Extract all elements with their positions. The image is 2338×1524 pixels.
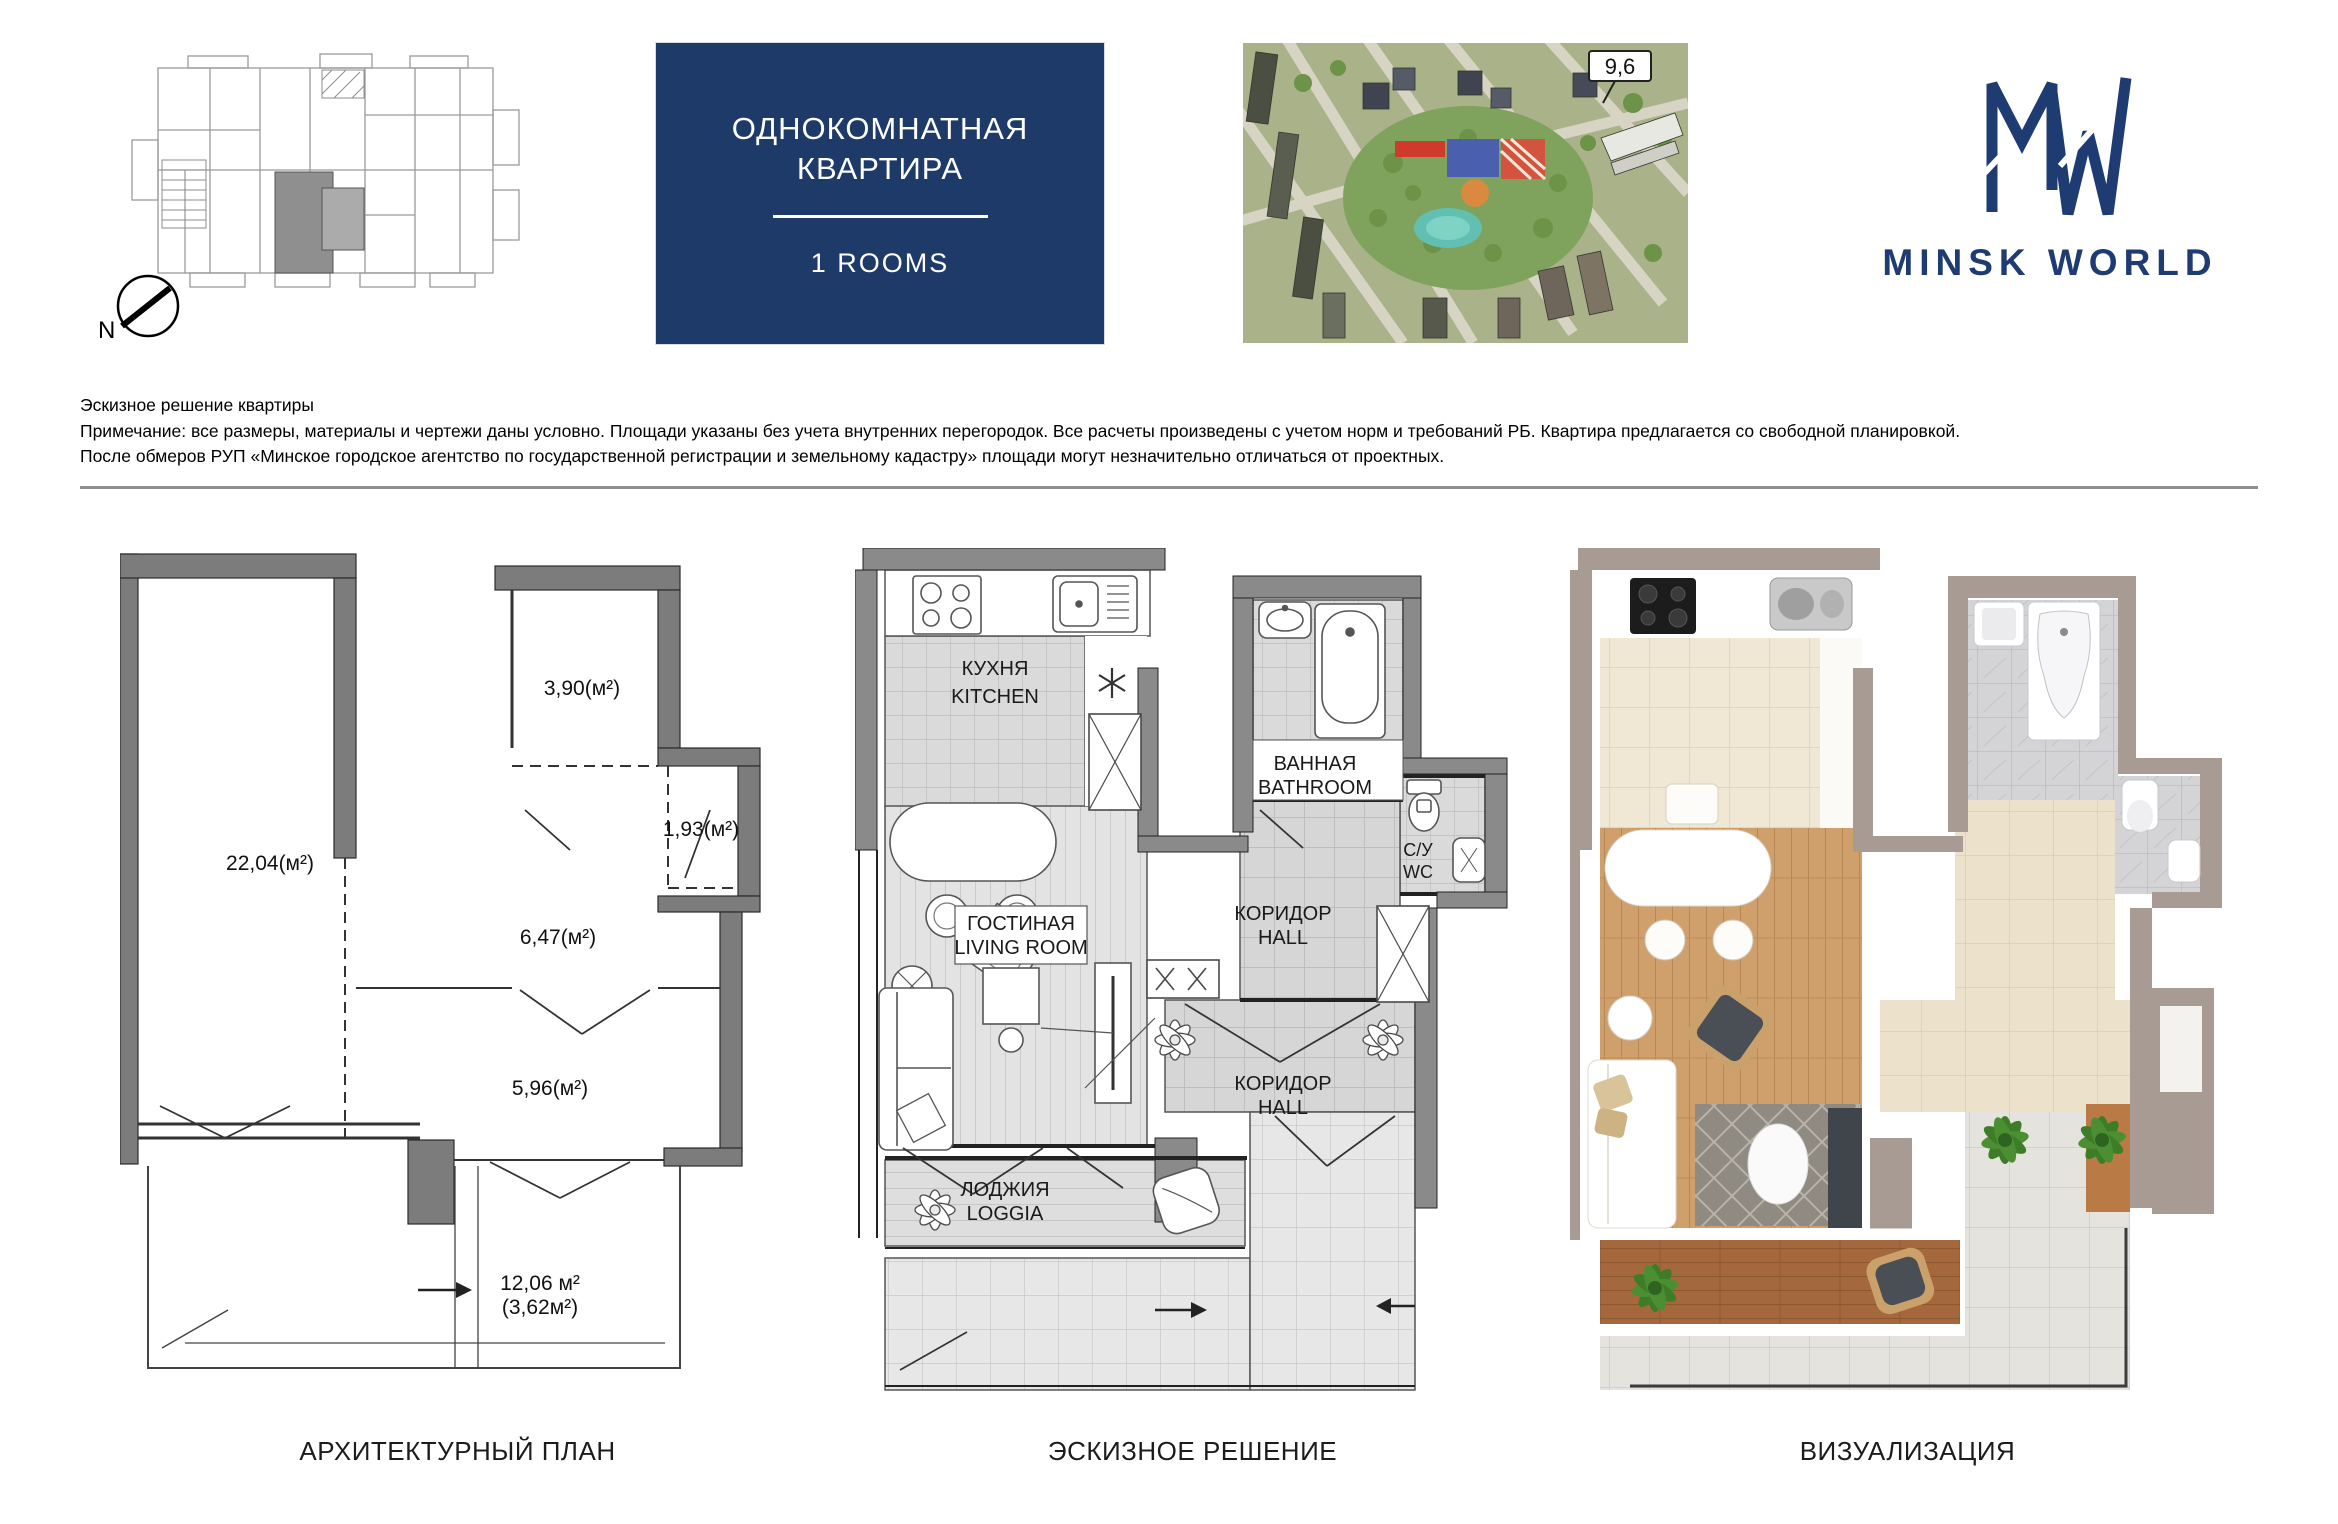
label-hall-lower-ru: КОРИДОР xyxy=(1234,1073,1332,1095)
visualization-plan xyxy=(1570,548,2245,1393)
caption-visualization: ВИЗУАЛИЗАЦИЯ xyxy=(1799,1436,2016,1466)
area-niche-top: 3,90(м²) xyxy=(543,677,621,700)
highlighted-unit xyxy=(275,172,364,273)
label-hall-upper-en: HALL xyxy=(1257,927,1309,949)
area-small-room: 1,93(м²) xyxy=(662,818,740,841)
unit-title-en: 1 ROOMS xyxy=(810,247,950,278)
caption-architectural: АРХИТЕКТУРНЫЙ ПЛАН xyxy=(299,1436,616,1466)
site-plan-thumbnail xyxy=(70,20,565,355)
label-bathroom-ru: ВАННАЯ xyxy=(1273,753,1357,775)
arch-area-labels xyxy=(226,677,739,1319)
architectural-plan xyxy=(120,548,795,1393)
sofa-icon xyxy=(879,988,953,1150)
wc-sink-icon xyxy=(1453,838,1485,882)
brand-logo xyxy=(1845,62,2255,332)
compass-icon xyxy=(98,276,178,344)
brand-logo-text: MINSK WORLD xyxy=(1882,242,2218,283)
wardrobe-icon xyxy=(1089,714,1141,810)
label-hall-upper-ru: КОРИДОР xyxy=(1234,903,1332,925)
mw-monogram-icon xyxy=(1940,62,2160,232)
elevator-hatch-icon xyxy=(322,70,364,98)
badge-label: 9,6 xyxy=(1604,54,1636,79)
disclaimer-line-1: Эскизное решение квартиры xyxy=(80,395,314,415)
area-hall: 6,47(м²) xyxy=(519,926,597,949)
disclaimer-block xyxy=(80,393,2310,470)
disclaimer-line-3: После обмеров РУП «Минское городское агентство по государственной регистрации и земельному кадастру» площади могут незначительно отличаться от проектных. xyxy=(80,446,1445,466)
unit-title-ru-2: КВАРТИРА xyxy=(796,150,964,186)
aerial-map-thumbnail xyxy=(1243,43,1688,343)
washer-box-icon xyxy=(1147,960,1219,998)
bathroom-sink-icon xyxy=(1259,602,1311,638)
plant-icon xyxy=(1363,1020,1403,1060)
render-right-inset xyxy=(2160,1006,2202,1092)
unit-title-ru-1: ОДНОКОМНАТНАЯ xyxy=(731,110,1029,146)
plant-icon xyxy=(1155,1020,1195,1060)
area-room-lower: 5,96(м²) xyxy=(511,1077,589,1100)
plant-icon xyxy=(915,1190,955,1230)
area-terrace-reduced: (3,62м²) xyxy=(501,1296,579,1319)
label-wc-en: WC xyxy=(1403,862,1433,882)
sketch-plan xyxy=(855,548,1530,1393)
toilet-icon xyxy=(1407,780,1441,831)
entry-arrow-icon xyxy=(418,1282,472,1298)
unit-type-card xyxy=(655,42,1105,345)
hall-wardrobe-icon xyxy=(1377,906,1429,1002)
label-loggia-ru: ЛОДЖИЯ xyxy=(960,1179,1050,1201)
area-living: 22,04(м²) xyxy=(226,852,314,875)
disclaimer-line-2: Примечание: все размеры, материалы и чертежи даны условно. Площади указаны без учета внутренних перегородок. Все расчеты произведены с учетом норм и требований РБ. Квартира предлагается со свободной планировкой. xyxy=(80,420,1961,441)
compass-label: N xyxy=(98,317,116,344)
label-living-ru: ГОСТИНАЯ xyxy=(967,913,1075,935)
label-bathroom-en: BATHROOM xyxy=(1257,777,1373,799)
kitchen-sink-icon xyxy=(1053,576,1137,632)
label-hall-lower-en: HALL xyxy=(1257,1097,1309,1119)
caption-sketch: ЭСКИЗНОЕ РЕШЕНИЕ xyxy=(1047,1436,1338,1466)
card-divider xyxy=(773,215,988,218)
label-kitchen-en: KITCHEN xyxy=(951,686,1039,708)
label-living-en: LIVING ROOM xyxy=(954,937,1088,959)
label-loggia-en: LOGGIA xyxy=(966,1203,1044,1225)
area-terrace: 12,06 м² xyxy=(500,1272,580,1295)
stove-icon xyxy=(913,576,981,634)
arch-partitions xyxy=(138,590,720,1160)
horizontal-rule xyxy=(80,486,2258,489)
label-kitchen-ru: КУХНЯ xyxy=(961,658,1029,680)
label-wc-ru: С/У xyxy=(1403,840,1433,860)
bathtub-icon xyxy=(1315,604,1385,738)
stairwell-icon xyxy=(162,160,206,228)
